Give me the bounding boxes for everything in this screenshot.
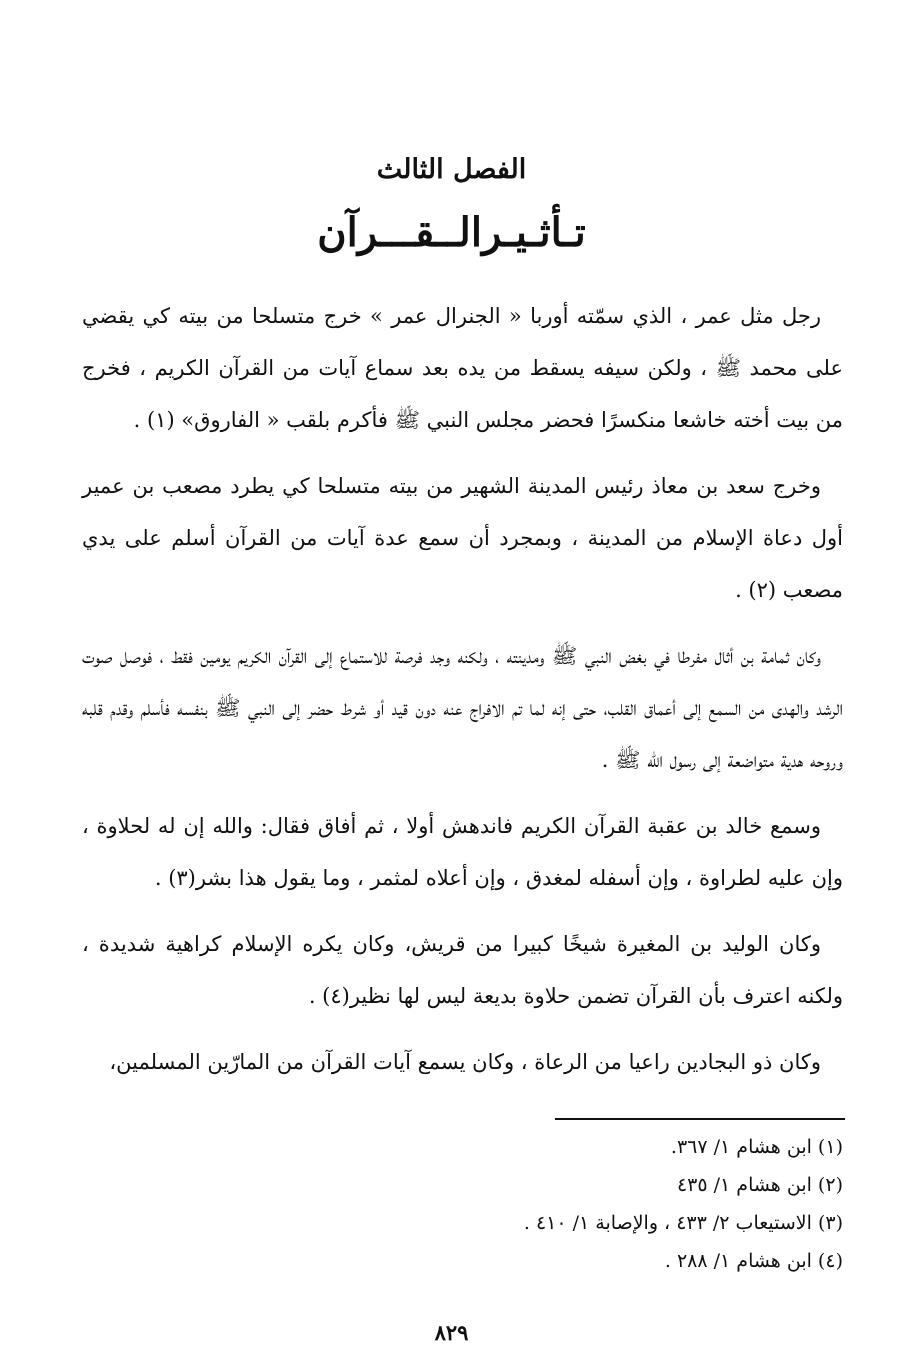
paragraph-umar: رجل مثل عمر ، الذي سمّته أوربا « الجنرال عمر » خرج متسلحا من بيته كي يقضي على محمد ﷺ ، ولكن سيفه يسقط من يده بعد سماع آيات من القرآن الكريم ، فخرج من بيت أخته خاشعا منكسرًا فحضر مجلس النبي ﷺ فأكرم بلقب « الفاروق» (١) .: [82, 304, 843, 432]
footnote-4: (٤) ابن هشام ١/ ٢٨٨ .: [664, 1250, 843, 1272]
paragraph-saad: وخرج سعد بن معاذ رئيس المدينة الشهير من بيته متسلحا كي يطرد مصعب بن عمير أول دعاة الإسلام من المدينة ، وبمجرد أن سمع عدة آيات من القرآن أسلم على يدي مصعب (٢) .: [82, 474, 843, 602]
footnote-divider: [555, 1118, 845, 1120]
footnote-1: (١) ابن هشام ١/ ٣٦٧.: [670, 1136, 843, 1158]
chapter-title: تـأثـيـرالــقـــرآن: [317, 209, 586, 256]
paragraph-khalid: وسمع خالد بن عقبة القرآن الكريم فاندهش أولا ، ثم أفاق فقال: والله إن له لحلاوة ، وإن عليه لطراوة ، وإن أسفله لمغدق ، وإن أعلاه لمثمر ، وما يقول هذا بشر(٣) .: [82, 814, 843, 890]
paragraph-thumama: وكان ثمامة بن أثال مفرطا في بغض النبي ﷺ ومدينته ، ولكنه وجد فرصة للاستماع إلى القرآن الكريم يومين فقط ، فوصل صوت الرشد والهدى من السمع إلى أعماق القلب، حتى إنه لما تم الافراج عنه دون قيد أو شرط حضر إلى النبي ﷺ بنفسه فأسلم وقدم قلبه وروحه هدية متواضعة إلى رسول الله ﷺ .: [82, 644, 843, 772]
paragraph-dhul-bijadayn: وكان ذو البجادين راعيا من الرعاة ، وكان يسمع آيات القرآن من المارّين المسلمين،: [109, 1050, 821, 1074]
footnote-2: (٢) ابن هشام ١/ ٤٣٥: [676, 1174, 843, 1196]
paragraph-walid: وكان الوليد بن المغيرة شيخًا كبيرا من قريش، وكان يكره الإسلام كراهية شديدة ، ولكنه اعترف بأن القرآن تضمن حلاوة بديعة ليس لها نظير(٤) .: [82, 932, 843, 1008]
page-number: ٨٢٩: [434, 1320, 469, 1345]
footnotes: [343, 1128, 843, 1280]
chapter-label: الفصل الثالث: [376, 154, 527, 185]
footnote-3: (٣) الاستيعاب ٢/ ٤٣٣ ، والإصابة ١/ ٤١٠ .: [523, 1212, 843, 1234]
body-text: [82, 290, 843, 1102]
